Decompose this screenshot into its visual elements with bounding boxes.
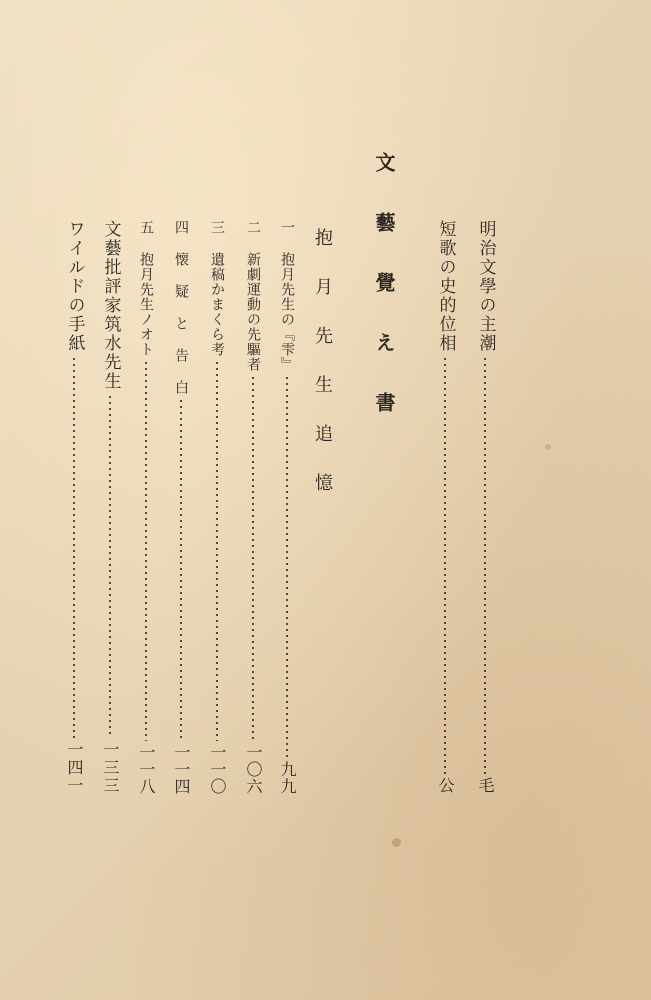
entry-page: 一三三 xyxy=(101,741,120,795)
entry-page: 毛 xyxy=(476,777,495,795)
entry-page: 一四一 xyxy=(65,741,84,795)
entry-title: 明治文學の主潮 xyxy=(475,220,496,353)
leader-dots xyxy=(252,375,254,741)
leader-dots xyxy=(484,356,486,774)
toc-entry[interactable] xyxy=(278,220,296,795)
entry-page: 一一〇 xyxy=(208,744,227,795)
subsection-title: 抱 月 先 生 追 憶 xyxy=(312,228,333,496)
leader-dots xyxy=(444,356,446,774)
entry-title: 二 新劇運動の先驅者 xyxy=(245,220,261,372)
toc-entry[interactable] xyxy=(172,220,190,795)
leader-dots xyxy=(180,398,182,741)
entry-title: 一 抱月先生の『雫』 xyxy=(279,220,295,372)
toc-entry[interactable] xyxy=(64,220,84,795)
paper-stain xyxy=(392,838,401,847)
entry-page: 一一四 xyxy=(172,744,191,795)
entry-title: 三 遺稿かまくら考 xyxy=(209,220,225,357)
toc-entry[interactable] xyxy=(435,220,455,795)
entry-title: 短歌の史的位相 xyxy=(435,220,456,353)
entry-title: ワイルドの手紙 xyxy=(64,220,85,353)
entry-title: 文藝批評家筑水先生 xyxy=(100,220,121,391)
toc-entry[interactable] xyxy=(208,220,226,795)
entry-page: 九九 xyxy=(278,761,297,795)
toc-entry[interactable] xyxy=(100,220,120,795)
paper-stain xyxy=(545,444,551,450)
entry-title: 五 抱月先生ノオト xyxy=(138,220,154,357)
entry-title: 四 懐 疑 と 告 白 xyxy=(173,220,189,395)
toc-entry[interactable] xyxy=(244,220,262,795)
section-title: 文 藝 覺 え 書 xyxy=(372,152,396,420)
entry-page: 公 xyxy=(436,777,455,795)
leader-dots xyxy=(216,360,218,741)
leader-dots xyxy=(109,394,111,738)
toc-entry[interactable] xyxy=(137,220,155,795)
entry-page: 一〇六 xyxy=(244,744,263,795)
leader-dots xyxy=(286,375,288,758)
toc-entry[interactable] xyxy=(475,220,495,795)
leader-dots xyxy=(73,356,75,738)
leader-dots xyxy=(145,360,147,741)
entry-page: 一一八 xyxy=(137,744,156,795)
